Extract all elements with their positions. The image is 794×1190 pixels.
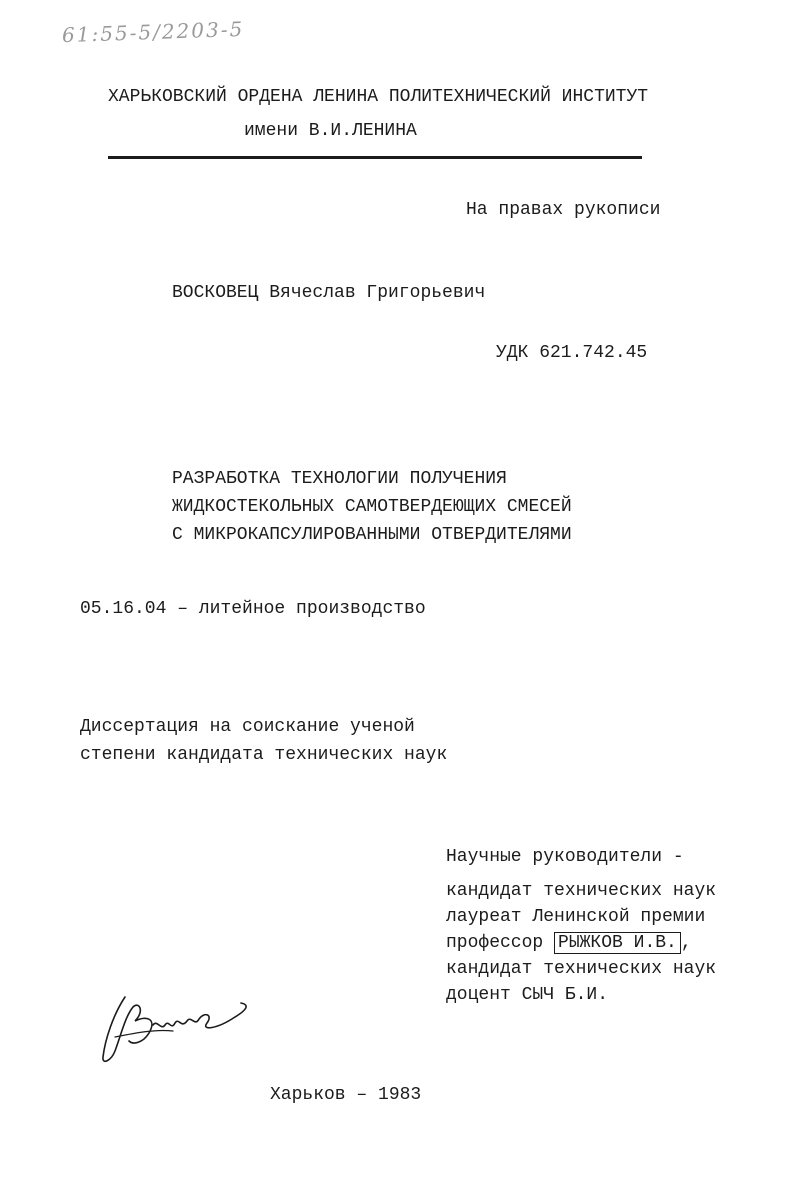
title-line: С МИКРОКАПСУЛИРОВАННЫМИ ОТВЕРДИТЕЛЯМИ bbox=[172, 525, 572, 545]
supervisor-docent: доцент СЫЧ Б.И. bbox=[446, 985, 609, 1005]
header-divider bbox=[108, 156, 642, 159]
title-line: РАЗРАБОТКА ТЕХНОЛОГИИ ПОЛУЧЕНИЯ bbox=[172, 469, 507, 489]
title-line: ЖИДКОСТЕКОЛЬНЫХ САМОТВЕРДЕЮЩИХ СМЕСЕЙ bbox=[172, 497, 572, 517]
supervisor-degree-second: кандидат технических наук bbox=[446, 959, 717, 979]
institute-named-after: имени В.И.ЛЕНИНА bbox=[244, 121, 417, 141]
author-name: ВОСКОВЕЦ Вячеслав Григорьевич bbox=[172, 283, 486, 303]
specialty-code: 05.16.04 – литейное производство bbox=[80, 599, 426, 619]
author-signature bbox=[95, 985, 270, 1070]
supervisor-award: лауреат Ленинской премии bbox=[446, 907, 706, 927]
archive-handwritten-mark: 61:55-5/2203-5 bbox=[61, 16, 245, 48]
place-and-year: Харьков – 1983 bbox=[270, 1085, 422, 1105]
supervisor-title: профессор bbox=[446, 933, 544, 953]
institute-name: ХАРЬКОВСКИЙ ОРДЕНА ЛЕНИНА ПОЛИТЕХНИЧЕСКИЙ ИНСТИТУТ bbox=[108, 87, 649, 107]
dissertation-line: Диссертация на соискание ученой bbox=[80, 717, 415, 737]
supervisor-degree: кандидат технических наук bbox=[446, 881, 717, 901]
udc-code: УДК 621.742.45 bbox=[496, 343, 648, 363]
supervisor-comma: , bbox=[680, 933, 692, 953]
supervisor-name-box: РЫЖКОВ И.В. bbox=[554, 932, 681, 954]
supervisors-heading: Научные руководители - bbox=[446, 847, 684, 867]
dissertation-line: степени кандидата технических наук bbox=[80, 745, 448, 765]
rights-note: На правах рукописи bbox=[466, 200, 661, 220]
supervisor-professor bbox=[446, 932, 692, 954]
